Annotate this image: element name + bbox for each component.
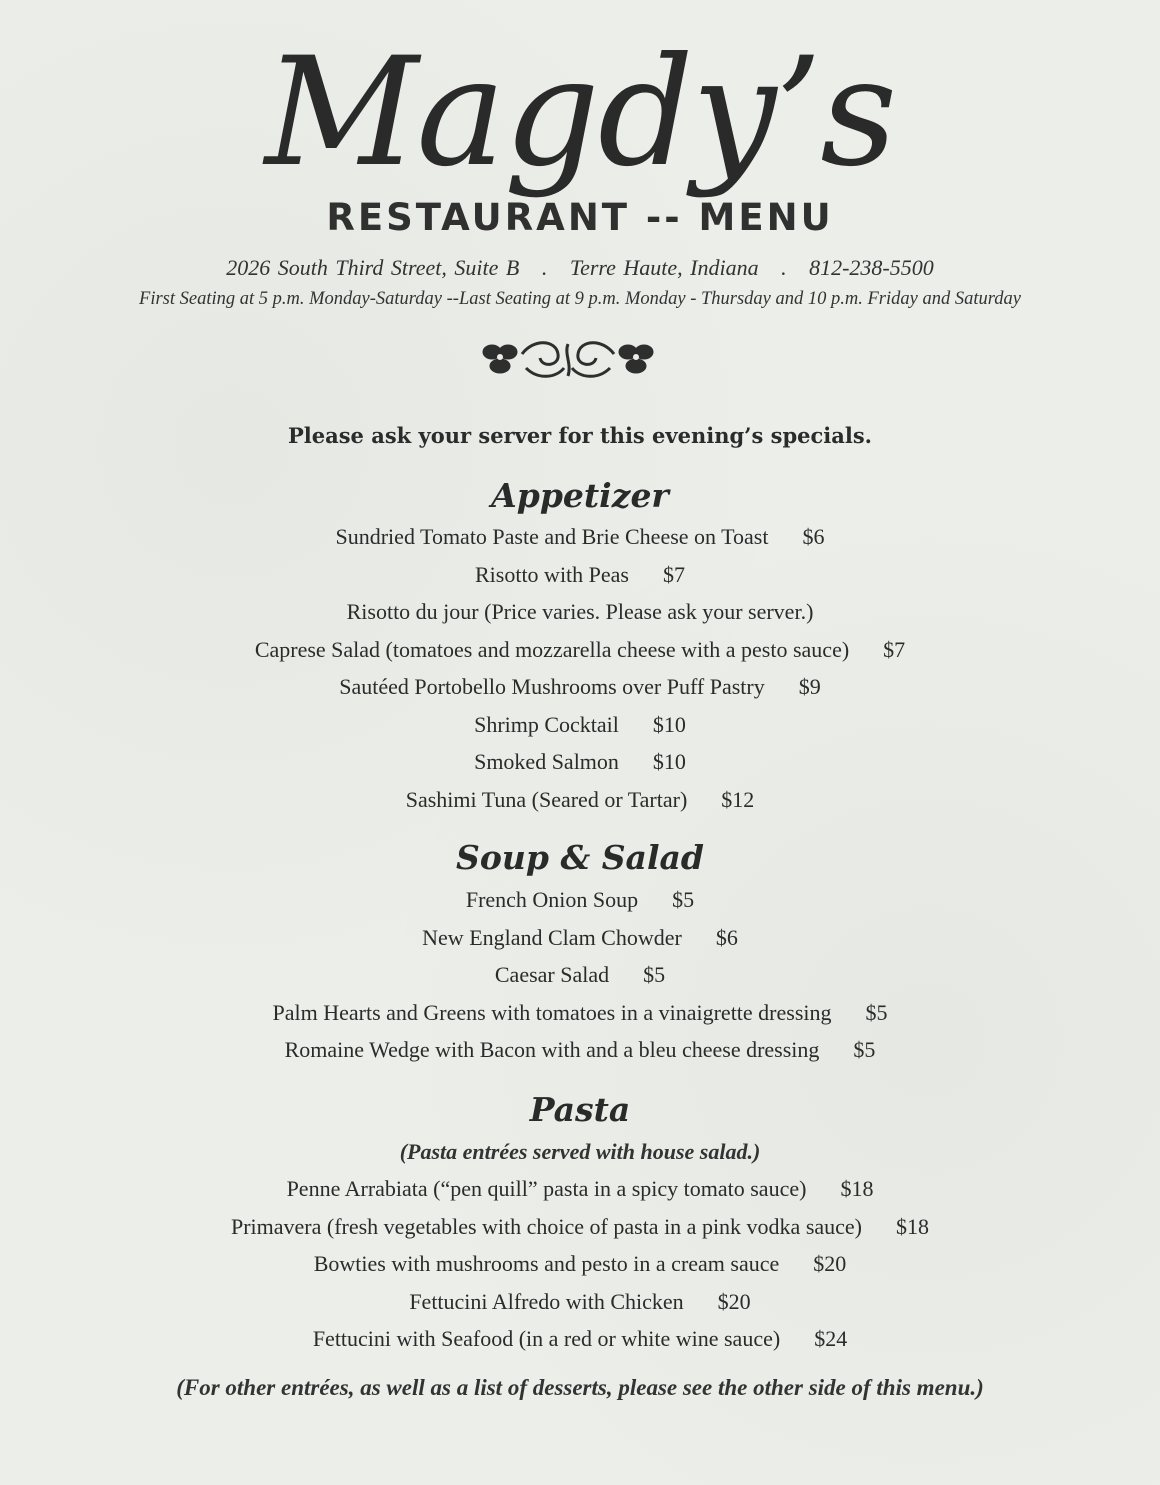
list-item	[0, 1031, 1160, 1069]
pasta-note: (Pasta entrées served with house salad.)	[399, 1139, 761, 1164]
item-name: Sashimi Tuna (Seared or Tartar)	[405, 786, 688, 812]
item-price: $24	[814, 1326, 848, 1351]
item-name: Bowties with mushrooms and pesto in a cream sauce	[313, 1251, 780, 1276]
item-price: $20	[717, 1288, 751, 1314]
list-item	[0, 881, 1160, 919]
item-price: $6	[715, 924, 738, 950]
list-item	[0, 556, 1160, 594]
floral-flourish-icon	[478, 334, 658, 384]
item-price: $12	[721, 786, 755, 812]
item-name: Shrimp Cocktail	[474, 711, 619, 737]
list-item	[0, 1320, 1160, 1358]
item-price: $10	[652, 749, 686, 774]
item-name: Sundried Tomato Paste and Brie Cheese on Toast	[335, 524, 769, 549]
item-price: $18	[840, 1176, 874, 1201]
item-name: Sautéed Portobello Mushrooms over Puff Pastry	[339, 674, 765, 699]
section-title-appetizer: Appetizer	[491, 476, 669, 515]
item-price: $5	[643, 962, 666, 987]
item-price: $5	[865, 999, 888, 1025]
item-price: $18	[896, 1213, 930, 1239]
item-name: Risotto with Peas	[474, 561, 629, 587]
item-name: Palm Hearts and Greens with tomatoes in a vinaigrette dressing	[272, 999, 832, 1025]
list-item	[0, 1170, 1160, 1208]
menu-subtitle: RESTAURANT -- MENU	[326, 196, 834, 239]
item-price: $9	[798, 674, 821, 699]
item-name: Risotto du jour (Price varies. Please ask your server.)	[346, 599, 814, 624]
restaurant-address: 2026 South Third Street, Suite B . Terre Haute, Indiana . 812-238-5500	[226, 255, 934, 280]
list-item	[0, 1208, 1160, 1246]
soup-salad-list	[0, 881, 1160, 1069]
list-item	[0, 994, 1160, 1032]
list-item	[0, 743, 1160, 781]
list-item	[0, 1283, 1160, 1321]
item-price: $5	[672, 887, 695, 912]
item-price: $20	[813, 1251, 847, 1276]
list-item	[0, 518, 1160, 556]
list-item	[0, 1245, 1160, 1283]
list-item	[0, 593, 1160, 631]
pasta-list	[0, 1170, 1160, 1358]
appetizer-list	[0, 518, 1160, 818]
list-item	[0, 781, 1160, 819]
item-price: $6	[802, 524, 825, 549]
item-name: Caesar Salad	[494, 962, 610, 987]
section-title-soup-salad: Soup & Salad	[456, 838, 704, 877]
list-item	[0, 631, 1160, 669]
item-price: $10	[652, 711, 686, 737]
item-name: Primavera (fresh vegetables with choice of pasta in a pink vodka sauce)	[230, 1213, 863, 1239]
item-name: Smoked Salmon	[474, 749, 619, 774]
restaurant-logo: Magdy’s	[264, 26, 896, 200]
specials-note: Please ask your server for this evening’s specials.	[288, 423, 872, 448]
item-price: $7	[883, 636, 906, 662]
item-price: $5	[853, 1037, 876, 1062]
item-name: Fettucini with Seafood (in a red or white wine sauce)	[312, 1326, 781, 1351]
list-item	[0, 956, 1160, 994]
item-name: Penne Arrabiata (“pen quill” pasta in a spicy tomato sauce)	[286, 1176, 807, 1201]
list-item	[0, 919, 1160, 957]
item-price: $7	[663, 561, 685, 587]
section-title-pasta: Pasta	[529, 1090, 631, 1129]
item-name: Fettucini Alfredo with Chicken	[409, 1288, 684, 1314]
seating-hours: First Seating at 5 p.m. Monday-Saturday --Last Seating at 9 p.m. Monday - Thursday and 10 p.m. Friday and Saturday	[139, 289, 1021, 309]
list-item	[0, 706, 1160, 744]
item-name: Romaine Wedge with Bacon with and a bleu cheese dressing	[284, 1037, 820, 1062]
footer-note: (For other entrées, as well as a list of desserts, please see the other side of this menu.)	[176, 1375, 984, 1400]
item-name: Caprese Salad (tomatoes and mozzarella cheese with a pesto sauce)	[254, 636, 850, 662]
item-name: French Onion Soup	[465, 887, 639, 912]
item-name: New England Clam Chowder	[422, 924, 682, 950]
list-item	[0, 668, 1160, 706]
